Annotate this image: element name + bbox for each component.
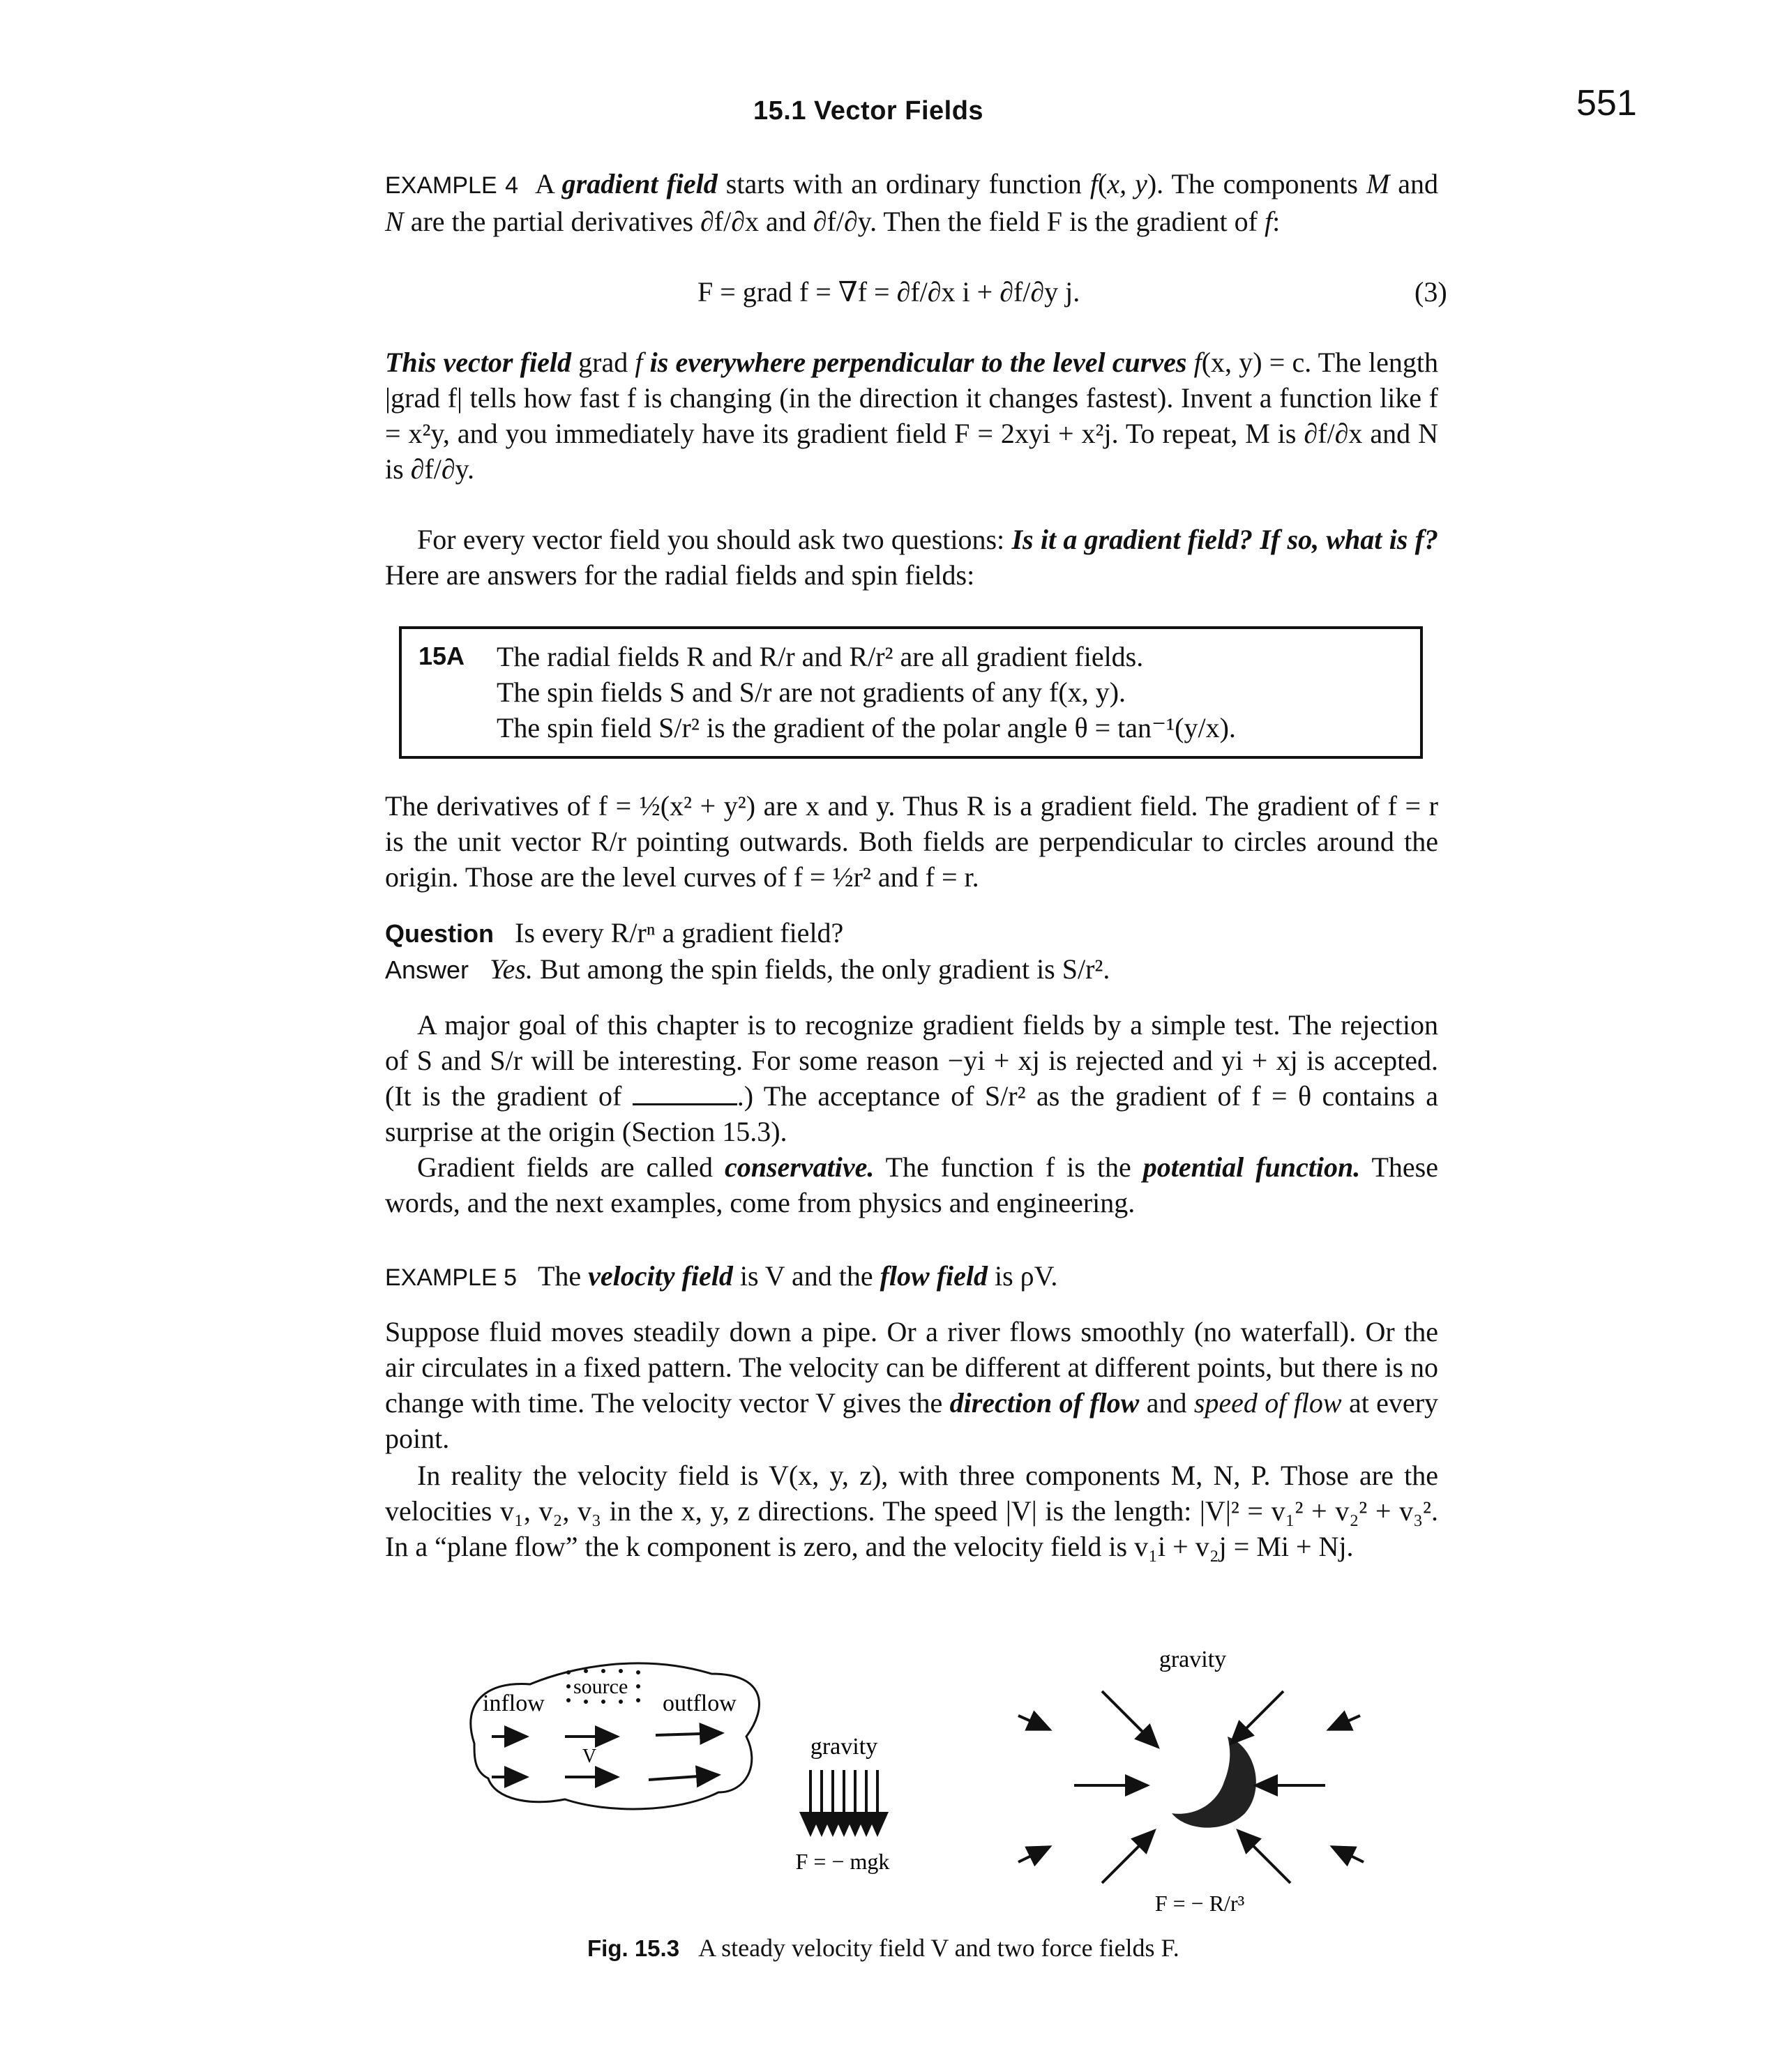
answer-line: Answer Yes. But among the spin fields, the only gradient is S/r². bbox=[385, 953, 1110, 985]
figure-caption bbox=[587, 1933, 1179, 1963]
radial-arrow bbox=[1329, 1716, 1360, 1730]
theorem-line-3: The spin field S/r² is the gradient of the polar angle θ = tan⁻¹(y/x). bbox=[497, 712, 1236, 743]
example-5-label: EXAMPLE 5 bbox=[385, 1264, 517, 1291]
radial-arrow bbox=[1018, 1847, 1050, 1862]
example-4-label: EXAMPLE 4 bbox=[385, 172, 518, 199]
page-number: 551 bbox=[1576, 83, 1637, 123]
figure-caption-text: A steady velocity field V and two force fields F. bbox=[698, 1934, 1179, 1962]
fluid-paragraph: Suppose fluid moves steadily down a pipe. Or a river flows smoothly (no waterfall). Or the air circulates in a fixed pattern. The velocity can be different at different points, but there is no change with time. The velocity vector V gives the direction of flow and speed of flow at every point. bbox=[385, 1316, 1439, 1454]
radial-arrow bbox=[1332, 1847, 1364, 1862]
gravity-panel bbox=[796, 1734, 890, 1874]
questions-paragraph: For every vector field you should ask two questions: Is it a gradient field? If so, what is f? Here are answers for the radial fields and spin fields: bbox=[385, 524, 1438, 591]
force-label-right: F = − R/r³ bbox=[1154, 1891, 1245, 1916]
figure-15-3 bbox=[446, 1625, 1395, 1918]
figure-caption-label: Fig. 15.3 bbox=[587, 1935, 680, 1961]
force-label-middle: F = − mgk bbox=[795, 1849, 890, 1874]
equation-3: F = grad f = ∇f = ∂f/∂x i + ∂f/∂y j. bbox=[697, 276, 1080, 308]
running-header: 15.1 Vector Fields bbox=[753, 96, 984, 126]
term-gradient-field: gradient field bbox=[561, 168, 718, 199]
velocity-label: V bbox=[582, 1746, 597, 1767]
major-goal-paragraph: A major goal of this chapter is to recognize gradient fields by a simple test. The rejection of S and S/r will be interesting. For some reason −yi + xj is rejected and yi + xj is accepted. (It is the gradient of .) The acceptance of S/r² as the gradient of f = θ contains a surprise at the origin (Section 15.3). bbox=[385, 1009, 1438, 1147]
velocity-components-paragraph: In reality the velocity field is V(x, y, z), with three components M, N, P. Those are the velocities v₁, v₂, v₃ in the x, y, z directions. The speed |V| is the length: |V|² = v₁² + v₂² + v₃². In a “plane flow” the k component is zero, and the velocity field is v₁i + v₂j = Mi + Nj. bbox=[385, 1460, 1438, 1562]
radial-arrow bbox=[1102, 1831, 1154, 1883]
equation-3-number: (3) bbox=[1414, 276, 1447, 308]
theorem-line-2: The spin fields S and S/r are not gradients of any f(x, y). bbox=[497, 676, 1126, 708]
radial-arrow bbox=[1231, 1691, 1283, 1744]
example-4-paragraph: EXAMPLE 4 A gradient field starts with an ordinary function f(x, y). The components M and N are the partial derivatives ∂f/∂x and ∂f/∂y. Then the field F is the gradient of f: bbox=[385, 168, 1439, 237]
radial-gravity-panel bbox=[1018, 1647, 1364, 1916]
radial-arrow bbox=[1018, 1716, 1050, 1730]
question-line: Question Is every R/rⁿ a gradient field? bbox=[385, 917, 844, 948]
source-label: source bbox=[573, 1675, 628, 1698]
fill-in-blank bbox=[633, 1103, 737, 1105]
planet bbox=[1172, 1737, 1256, 1828]
flow-arrow bbox=[649, 1775, 718, 1780]
conservative-paragraph: Gradient fields are called conservative. The function f is the potential function. These words, and the next examples, come from physics and engineering. bbox=[385, 1151, 1438, 1218]
theorem-label-15A: 15A bbox=[418, 642, 465, 670]
example-5-heading: EXAMPLE 5 The velocity field is V and the flow field is ρV. bbox=[385, 1260, 1058, 1292]
gravity-label-middle: gravity bbox=[810, 1734, 878, 1760]
gradient-paragraph: This vector field grad f is everywhere perpendicular to the level curves f(x, y) = c. The length |grad f| tells how fast f is changing (in the direction it changes fastest). Invent a function like f = x²y, and you immediately have its gradient field F = 2xyi + x²j. To repeat, M is ∂f/∂x and N is ∂f/∂y. bbox=[385, 347, 1438, 485]
theorem-line-1: The radial fields R and R/r and R/r² are all gradient fields. bbox=[497, 641, 1144, 672]
gravity-label-right: gravity bbox=[1159, 1647, 1227, 1672]
outflow-label: outflow bbox=[663, 1691, 737, 1716]
velocity-field-panel bbox=[471, 1663, 760, 1809]
question-label: Question bbox=[385, 919, 495, 948]
derivatives-paragraph: The derivatives of f = ½(x² + y²) are x and y. Thus R is a gradient field. The gradient of f = r is the unit vector R/r pointing outwards. Both fields are perpendicular to circles around the origin. Those are the level curves of f = ½r² and f = r. bbox=[385, 790, 1438, 893]
radial-arrow bbox=[1238, 1831, 1290, 1883]
answer-label: Answer bbox=[385, 955, 469, 984]
radial-arrow bbox=[1102, 1691, 1158, 1747]
inflow-label: inflow bbox=[483, 1691, 545, 1716]
flow-arrow bbox=[656, 1733, 722, 1735]
